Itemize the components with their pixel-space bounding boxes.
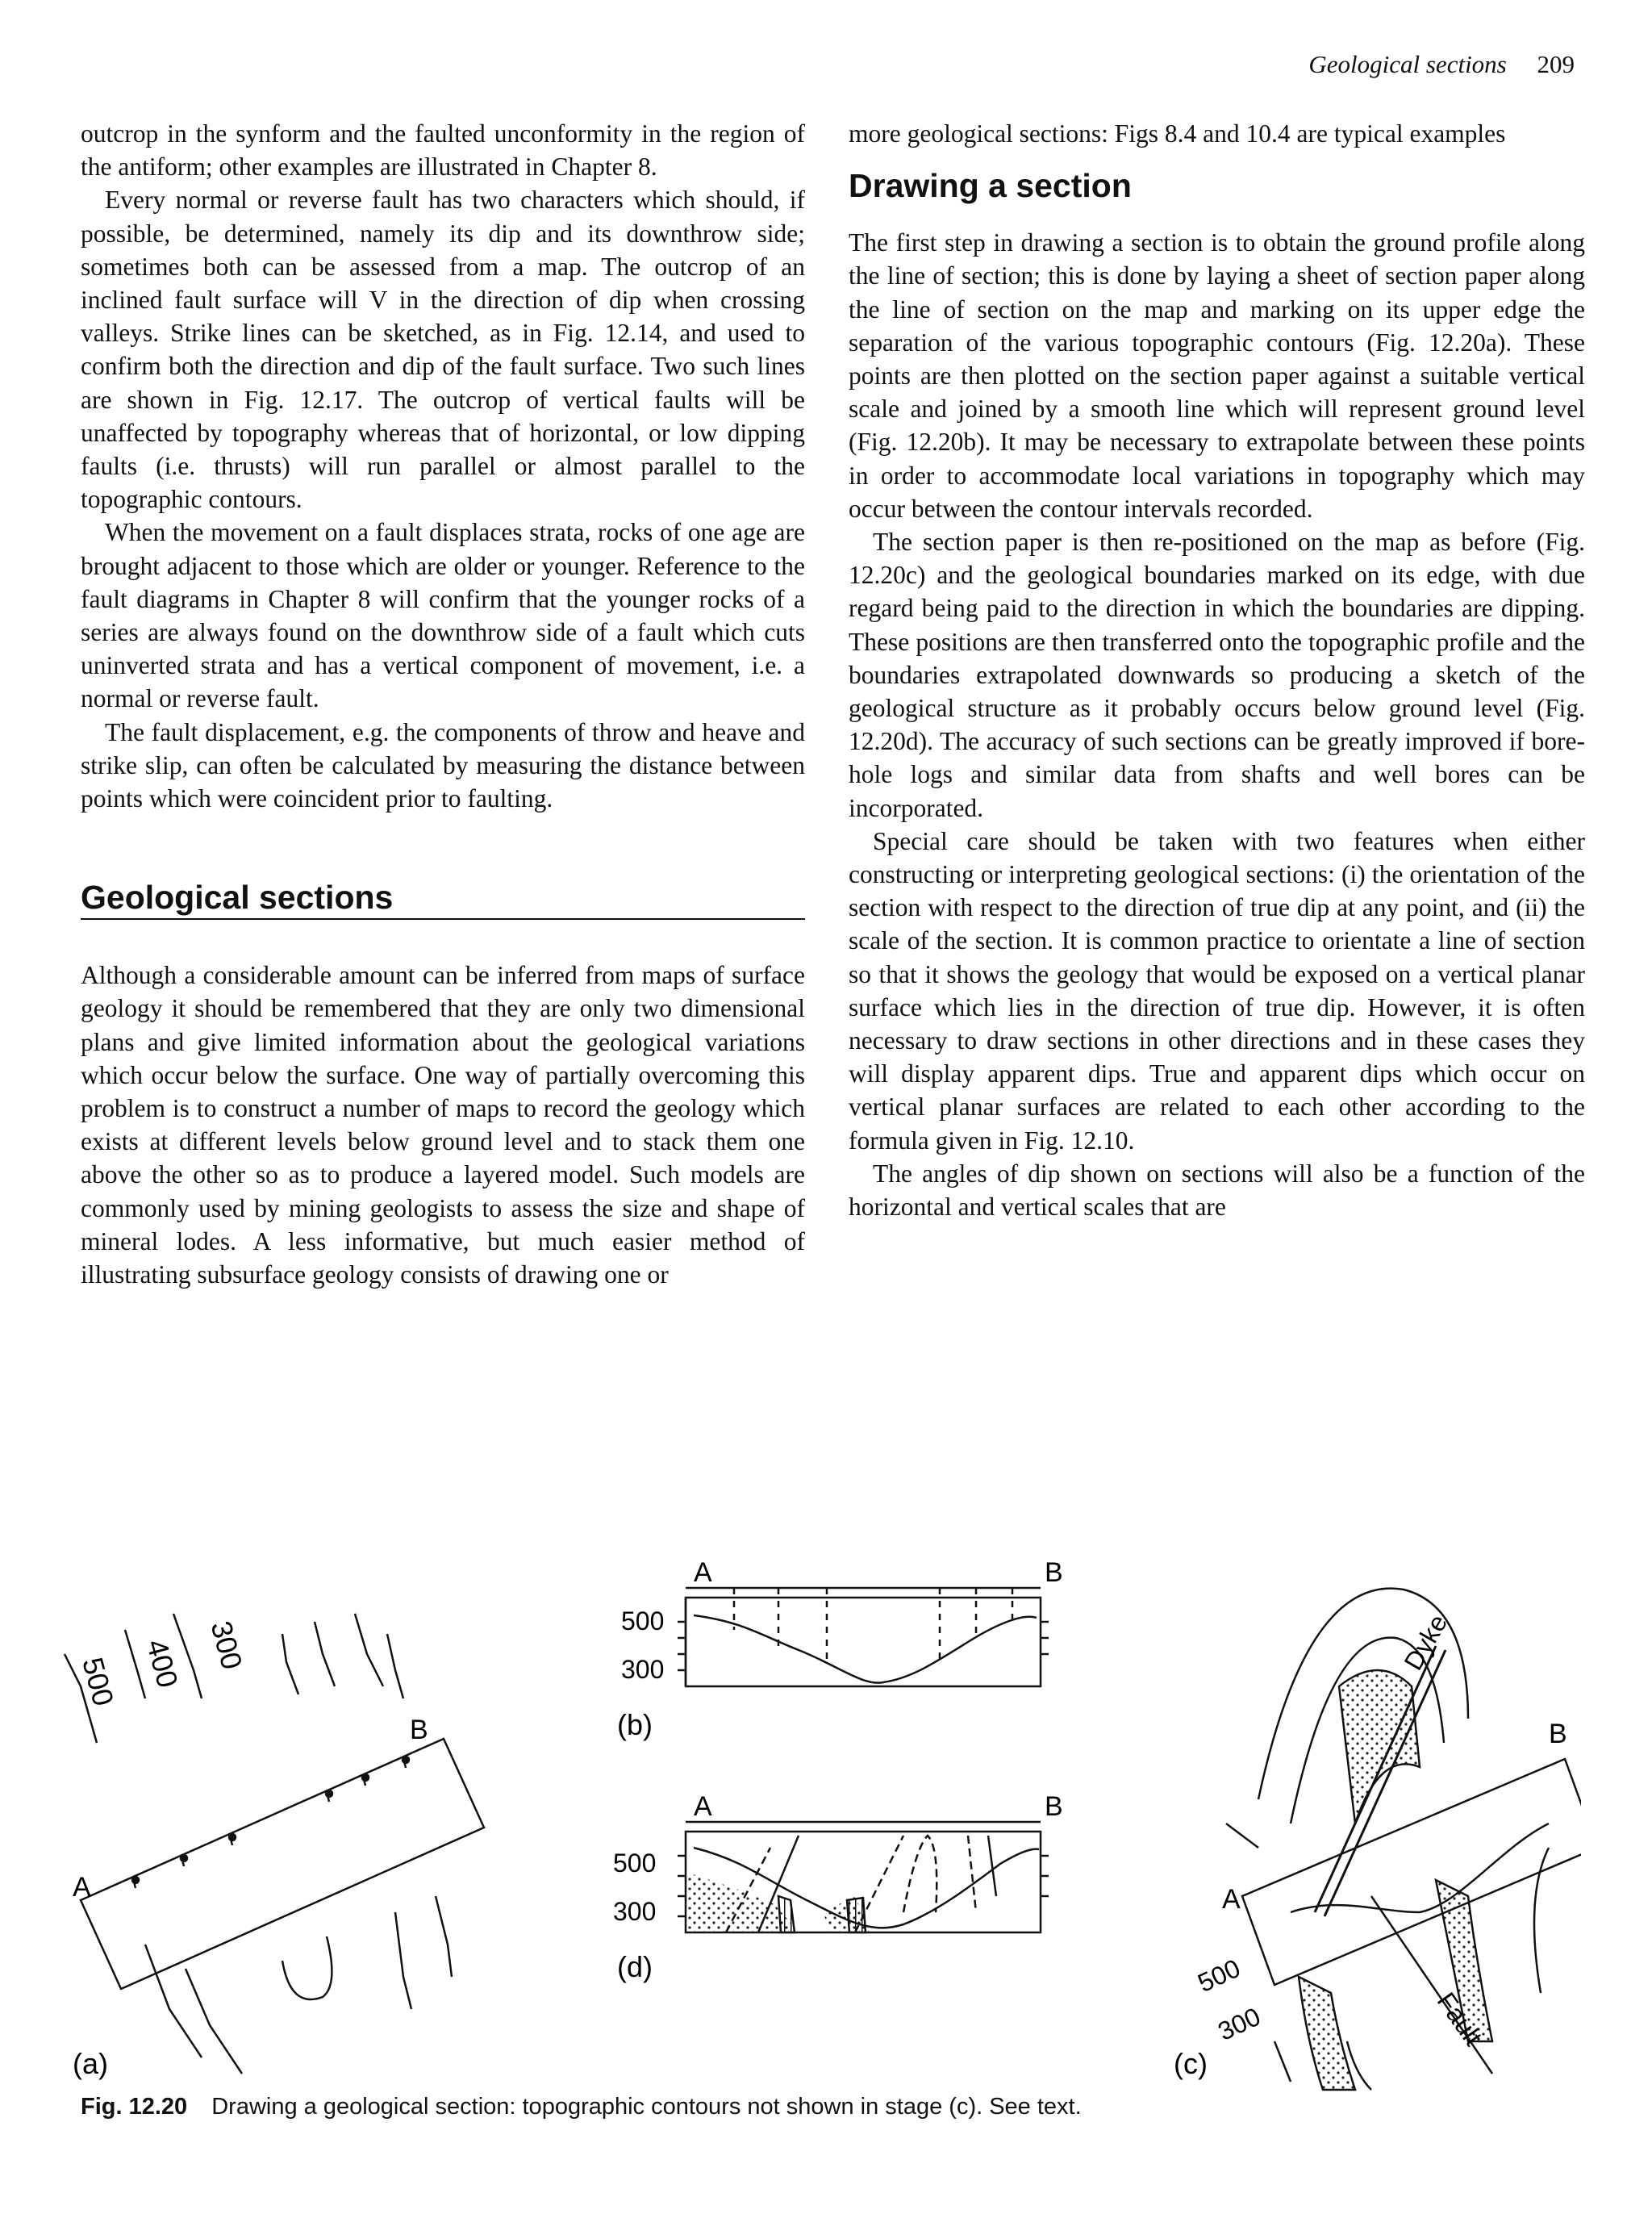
paragraph: The angles of dip shown on sections will also be a function of the horizontal and vertical scales that are [849,1159,1585,1222]
panel-label-c: (c) [1174,2047,1208,2080]
paragraph: The section paper is then re-positioned on the map as before (Fig. 12.20c) and the geological boundaries marked on its edge, with due regard being paid to the direction in which the boundaries are dipping. These positions are then transferred onto the topographic profile and the boundaries extrapolated downwards so producing a sketch of the geological structure as it probably occurs below ground level (Fig. 12.20d). The accuracy of such sections can be greatly improved if bore-hole logs and similar data from shafts and well bores can be incorporated. [849,528,1585,822]
point-a-label: A [1222,1884,1241,1915]
section-heading-drawing-a-section: Drawing a section [849,167,1132,205]
figure-caption [81,2094,1082,2120]
panel-label-d: (d) [617,1950,653,1983]
scale-label-300: 300 [621,1655,665,1684]
panel-a [65,1614,484,2074]
contour-label-500: 500 [76,1653,121,1710]
contour-label-400: 400 [140,1636,185,1691]
running-header [1308,50,1575,79]
paragraph: When the movement on a fault displaces strata, rocks of one age are brought adjacent to those which are older or younger. Reference to the fault diagrams in Chapter 8 will confirm that the younger rocks of a series are always found on the downthrow side of a fault which cuts uninverted strata and has a vertical component of movement, i.e. a normal or reverse fault. [81,518,805,713]
contour-label-500: 500 [1193,1953,1245,1998]
figure-caption-label: Fig. 12.20 [81,2094,188,2120]
paragraph: more geological sections: Figs 8.4 and 10.4 are typical examples [849,119,1506,148]
contour-label-300: 300 [1213,2001,1265,2046]
paragraph: The first step in drawing a section is to obtain the ground profile along the line of section; this is done by laying a sheet of section paper along the line of section on the map and marking on its upper edge the separation of the various topographic contours (Fig. 12.20a). These points are then plotted on the section paper against a suitable vertical scale and joined by a smooth line which will represent ground level (Fig. 12.20b). It may be necessary to extrapolate between these points in order to accommodate local variations in topography which may occur between the contour intervals recorded. [849,228,1585,523]
point-a-label: A [694,1557,712,1588]
figure-caption-text: Drawing a geological section: topographic contours not shown in stage (c). See text. [211,2094,1082,2120]
scale-label-500: 500 [621,1606,665,1636]
panel-label-b: (b) [617,1708,653,1741]
paragraph: The fault displacement, e.g. the components of throw and heave and strike slip, can often be calculated by measuring the distance between points which were coincident prior to faulting. [81,717,805,813]
point-b-label: B [410,1715,428,1745]
panel-d [678,1822,1049,1932]
paragraph: Special care should be taken with two features when either constructing or interpreting geological sections: (i) the orientation of the section with respect to the direction of true dip at any point, and (ii) the scale of the section. It is common practice to orientate a line of section so that it shows the geology that would be exposed on a vertical planar surface which lies in the direction of true dip. However, it is often necessary to draw sections in other directions and in these cases they will display apparent dips. True and apparent dips which occur on vertical planar surfaces are related to each other according to the formula given in Fig. 12.10. [849,826,1585,1155]
page-number: 209 [1537,50,1575,78]
figure-12-20 [48,1557,1581,2114]
fault-label: Fault [1431,1986,1488,2051]
panel-b [678,1588,1049,1686]
point-a-label: A [694,1791,712,1822]
paragraph: outcrop in the synform and the faulted unconformity in the region of the antiform; other examples are illustrated in Chapter 8. [81,119,805,182]
left-column [81,117,805,1291]
right-column [849,117,1585,1223]
running-title: Geological sections [1308,50,1507,78]
contour-label-300: 300 [204,1617,249,1673]
paragraph: Although a considerable amount can be inferred from maps of surface geology it should be remembered that they are only two dimensional plans and give limited information about the geological variations which occur below the surface. One way of partially overcoming this problem is to construct a number of maps to record the geology which exists at different levels below ground level and to stack them one above the other so as to produce a layered model. Such models are commonly used by mining geologists to assess the size and shape of mineral lodes. A less informative, but much easier method of illustrating subsurface geology consists of drawing one or [81,961,805,1289]
scale-label-300: 300 [613,1897,657,1926]
point-b-label: B [1549,1719,1567,1749]
point-b-label: B [1045,1791,1063,1822]
panel-label-a: (a) [73,2047,108,2080]
figure-drawing [48,1557,1581,2114]
paragraph: Every normal or reverse fault has two characters which should, if possible, be determined, namely its dip and its downthrow side; sometimes both can be assessed from a map. The outcrop of an inclined fault surface will V in the direction of dip when crossing valleys. Strike lines can be sketched, as in Fig. 12.14, and used to confirm both the direction and dip of the fault surface. Two such lines are shown in Fig. 12.17. The outcrop of vertical faults will be unaffected by topography whereas that of horizontal, or low dipping faults (i.e. thrusts) will run parallel or almost parallel to the topographic contours. [81,186,805,514]
scale-label-500: 500 [613,1849,657,1878]
point-a-label: A [73,1872,91,1903]
point-b-label: B [1045,1557,1063,1588]
section-heading-geological-sections: Geological sections [81,878,805,920]
dyke-label: Dyke [1398,1609,1454,1675]
